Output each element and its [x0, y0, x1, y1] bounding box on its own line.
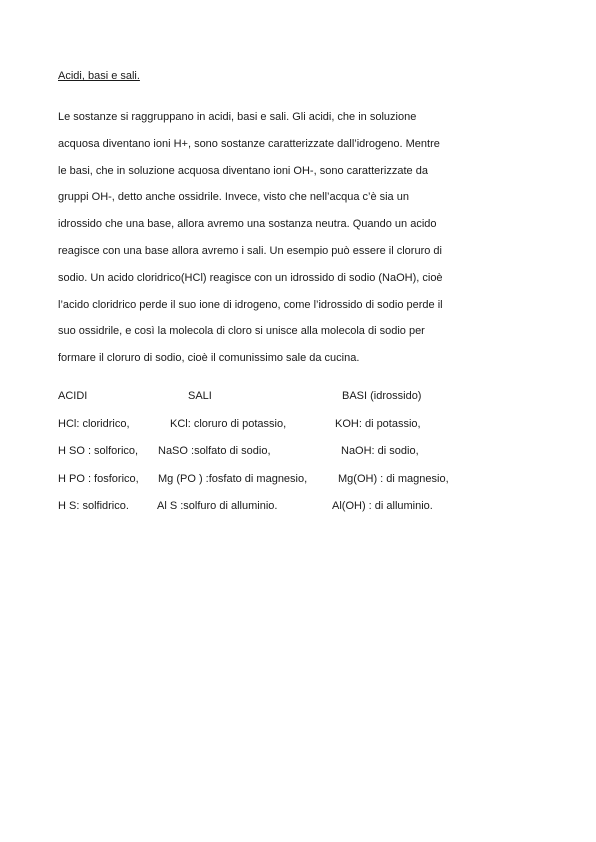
- document-title: Acidi, basi e sali.: [58, 70, 140, 82]
- table-row: [58, 417, 498, 445]
- paragraph-line: Le sostanze si raggruppano in acidi, basi e sali. Gli acidi, che in soluzione: [58, 111, 417, 123]
- acid-cell: H SO : solforico,: [58, 445, 139, 458]
- compounds-table: [58, 389, 498, 527]
- acid-cell: H S: solfidrico.: [58, 500, 129, 513]
- table-header-row: [58, 389, 498, 417]
- base-cell: KOH: di potassio,: [335, 417, 421, 430]
- paragraph-line: idrossido che una base, allora avremo una sostanza neutra. Quando un acido: [58, 218, 437, 231]
- paragraph-line: reagisce con una base allora avremo i sali. Un esempio può essere il cloruro di: [58, 244, 442, 257]
- paragraph-line: formare il cloruro di sodio, cioè il comunissimo sale da cucina.: [58, 352, 360, 365]
- salt-cell: NaSO :solfato di sodio,: [158, 445, 271, 458]
- salt-cell: KCl: cloruro di potassio,: [170, 417, 287, 430]
- base-cell: NaOH: di sodio,: [341, 445, 419, 458]
- table-row: [58, 472, 498, 500]
- salt-cell: Al S :solfuro di alluminio.: [157, 500, 278, 513]
- body-paragraph: [58, 108, 498, 376]
- table-row: [58, 444, 498, 472]
- salt-cell: Mg (PO ) :fosfato di magnesio,: [158, 472, 308, 485]
- paragraph-line: gruppi OH-, detto anche ossidrile. Invece, visto che nell’acqua c’è sia un: [58, 191, 409, 204]
- header-acidi: ACIDI: [58, 390, 88, 402]
- table-row: [58, 499, 498, 527]
- paragraph-line: sodio. Un acido cloridrico(HCl) reagisce con un idrossido di sodio (NaOH), cioè: [58, 271, 443, 284]
- paragraph-line: le basi, che in soluzione acquosa diventano ioni OH-, sono caratterizzate da: [58, 164, 428, 177]
- paragraph-line: acquosa diventano ioni H+, sono sostanze caratterizzate dall’idrogeno. Mentre: [58, 137, 440, 150]
- header-basi: BASI (idrossido): [342, 390, 422, 402]
- paragraph-line: suo ossidrile, e così la molecola di cloro si unisce alla molecola di sodio per: [58, 325, 425, 338]
- acid-cell: H PO : fosforico,: [58, 472, 139, 485]
- base-cell: Mg(OH) : di magnesio,: [338, 472, 449, 485]
- acid-cell: HCl: cloridrico,: [58, 417, 130, 430]
- base-cell: Al(OH) : di alluminio.: [332, 500, 433, 513]
- header-sali: SALI: [188, 390, 212, 402]
- paragraph-line: l’acido cloridrico perde il suo ione di idrogeno, come l’idrossido di sodio perde il: [58, 298, 443, 311]
